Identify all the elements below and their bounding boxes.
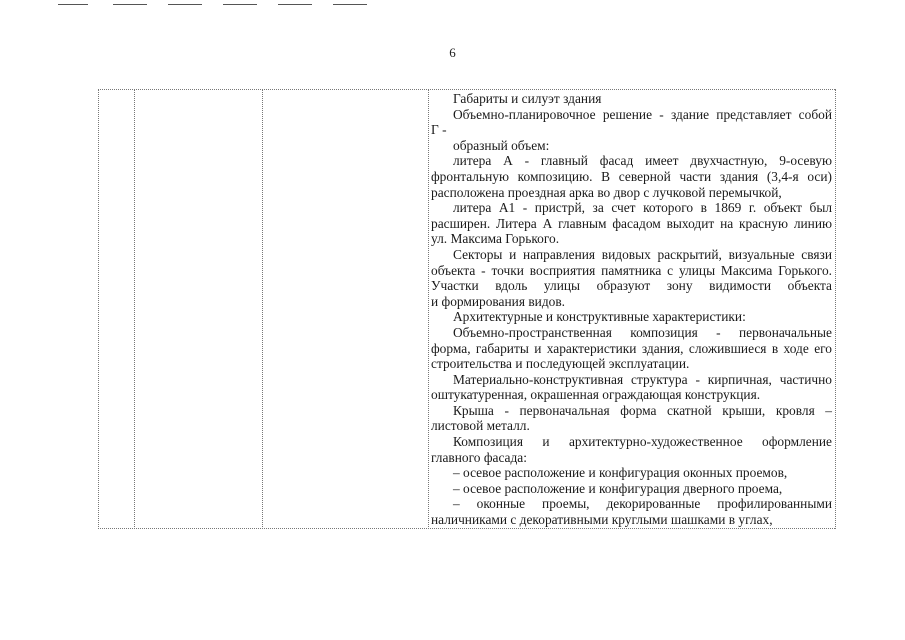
table-left-border: [98, 89, 99, 529]
page-number: 6: [449, 45, 456, 60]
text-line: – осевое расположение и конфигурация оконных проемов,: [453, 465, 788, 481]
text-line: форма, габариты и характеристики здания, сложившиеся в ходе его: [431, 340, 832, 356]
text-line: расширен. Литера А главным фасадом выходит на красную линию: [431, 215, 832, 231]
text-line: литера А - главный фасад имеет двухчастную, 9-осевую: [453, 153, 832, 169]
text-line: Архитектурные и конструктивные характеристики:: [453, 309, 746, 325]
scan-mark: [223, 4, 257, 5]
scan-header-marks: [58, 4, 378, 6]
text-line: ул. Максима Горького.: [431, 231, 560, 247]
text-line: Г -: [431, 122, 447, 138]
description-cell: [431, 91, 832, 528]
text-line: главного фасада:: [431, 449, 527, 465]
text-line: оштукатуренная, окрашенная ограждающая конструкция.: [431, 387, 761, 403]
text-line: и формирования видов.: [431, 293, 566, 309]
scan-mark: [58, 4, 88, 5]
text-line: фронтальную композицию. В северной части здания (3,4-я оси): [431, 168, 832, 184]
text-line: – осевое расположение и конфигурация дверного проема,: [453, 480, 783, 496]
table-right-border: [835, 89, 836, 529]
table-column-divider: [134, 89, 135, 529]
text-line: Габариты и силуэт здания: [453, 91, 602, 106]
table-column-divider: [262, 89, 263, 529]
text-line: образный объем:: [453, 137, 550, 153]
text-line: объекта - точки восприятия памятника с улицы Максима Горького.: [431, 262, 832, 278]
text-line: Композиция и архитектурно-художественное оформление: [453, 434, 832, 450]
scan-mark: [168, 4, 202, 5]
table-bottom-border: [98, 528, 835, 529]
text-line: – оконные проемы, декорированные профилированными: [453, 496, 832, 512]
table-top-border: [98, 89, 835, 90]
table-column-divider: [428, 89, 429, 529]
text-line: листовой металл.: [431, 418, 530, 434]
scan-mark: [333, 4, 367, 5]
text-line: Секторы и направления видовых раскрытий, визуальные связи: [453, 246, 832, 262]
text-line: Участки вдоль улицы образуют зону видимости объекта: [431, 278, 832, 294]
text-line: расположена проездная арка во двор с лучковой перемычкой,: [431, 184, 782, 200]
text-line: Объемно-планировочное решение - здание представляет собой: [453, 106, 832, 122]
text-line: литера А1 - пристрй, за счет которого в 1869 г. объект был: [453, 200, 832, 216]
text-line: Материально-конструктивная структура - кирпичная, частично: [453, 371, 832, 387]
scan-mark: [113, 4, 147, 5]
text-line: Объемно-пространственная композиция - первоначальные: [453, 324, 832, 340]
scan-mark: [278, 4, 312, 5]
text-line: строительства и последующей эксплуатации.: [431, 356, 690, 372]
text-line: Крыша - первоначальная форма скатной крыши, кровля –: [453, 402, 832, 418]
text-line: наличниками с декоративными круглыми шашками в углах,: [431, 512, 773, 528]
